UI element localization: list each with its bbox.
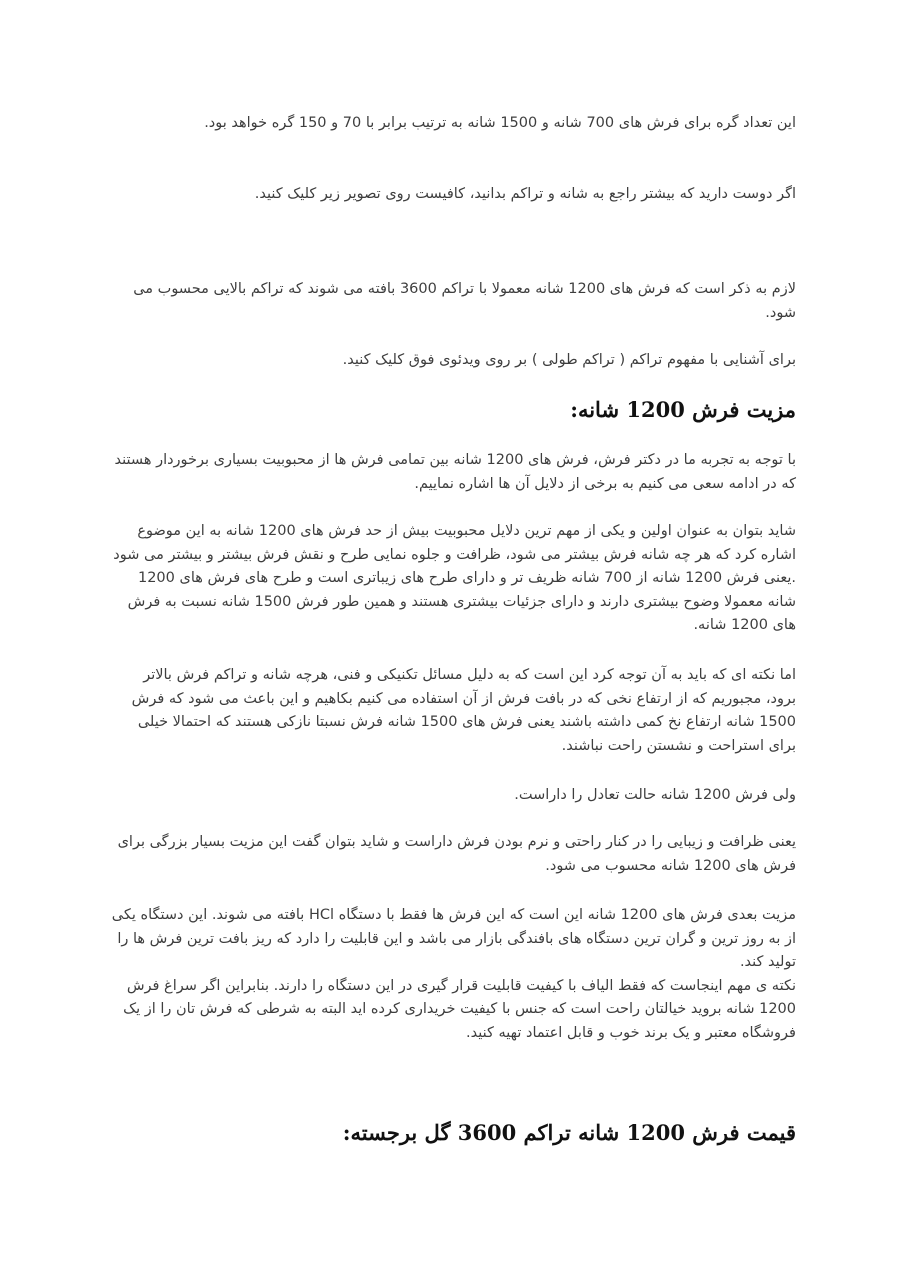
text-block-elegance — [110, 831, 796, 878]
text-block-balance — [110, 784, 796, 808]
paragraph-balance: ولی فرش 1200 شانه حالت تعادل را داراست. — [514, 787, 796, 803]
heading-block-price — [110, 1118, 796, 1148]
text-block-popularity — [110, 449, 796, 496]
paragraph-learn-more: اگر دوست دارید که بیشتر راجع به شانه و تراکم بدانید، کافیست روی تصویر زیر کلیک کنید. — [254, 186, 796, 202]
text-block-learn-more — [110, 183, 796, 207]
paragraph-technical: اما نکته ای که باید به آن توجه کرد این است که به دلیل مسائل تکنیکی و فنی، هرچه شانه و تراکم فرش بالاتر برود، مجبوریم که از ارتفاع نخی که در بافت فرش از آن استفاده می کنیم بکاهیم و این باعث می شود که فرش 1500 شانه ارتفاع نخ کمی داشته باشند یعنی فرش های 1500 شانه فرش نسبتا نازکی هستند که احتمالا خیلی برای استراحت و نشستن راحت نباشند. — [131, 667, 796, 754]
paragraph-quality-fibers: نکته ی مهم اینجاست که فقط الیاف با کیفیت قابلیت قرار گیری در این دستگاه را دارند. بنابراین اگر سراغ فرش 1200 شانه بروید خیالتان راحت است که جنس با کیفیت خریداری کرده اید البته به شرطی که فرش تان را از یک فروشگاه معتبر و یک برند خوب و قابل اعتماد تهیه کنید. — [123, 977, 796, 1041]
section-heading-price: قیمت فرش 1200 شانه تراکم 3600 گل برجسته: — [342, 1120, 796, 1145]
text-block-reasons — [110, 520, 796, 638]
section-heading-advantage: مزیت فرش 1200 شانه: — [570, 397, 796, 422]
text-block-knots — [110, 112, 796, 136]
paragraph-video-link: برای آشنایی با مفهوم تراکم ( تراکم طولی ) بر روی ویدئوی فوق کلیک کنید. — [342, 352, 796, 368]
text-block-video — [110, 349, 796, 373]
paragraph-machine: مزیت بعدی فرش های 1200 شانه این است که این فرش ها فقط با دستگاه HCl بافته می شوند. این دستگاه یکی از به روز ترین و گران ترین دستگاه های بافندگی بازار می باشد و این قابلیت را دارد که ریز بافت ترین فرش ها را تولید کند. — [111, 907, 796, 970]
paragraph-density-note: لازم به ذکر است که فرش های 1200 شانه معمولا با تراکم 3600 بافته می شوند که تراکم بالایی محسوب می شود. — [133, 281, 796, 321]
paragraph-reasons: شاید بتوان به عنوان اولین و یکی از مهم ترین دلایل محبوبیت بیش از حد فرش های 1200 شانه به این موضوع اشاره کرد که هر چه شانه فرش بیشتر می شود، ظرافت و جلوه نمایی طرح و نقش فرش بیشتر و بیشتر می شود .یعنی فرش 1200 شانه از 700 شانه ظریف تر و دارای طرح های زیباتری است و طرح های فرش های 1200 شانه معمولا وضوح بیشتری دارند و دارای جزئیات بیشتری هستند و همین طور فرش 1500 شانه نسبت به فرش های 1200 شانه. — [113, 523, 796, 633]
paragraph-knot-count: این تعداد گره برای فرش های 700 شانه و 1500 شانه به ترتیب برابر با 70 و 150 گره خواهد بود. — [204, 115, 796, 131]
text-block-machine — [110, 904, 796, 1045]
paragraph-elegance: یعنی ظرافت و زیبایی را در کنار راحتی و نرم بودن فرش داراست و شاید بتوان گفت این مزیت بسیار بزرگی برای فرش های 1200 شانه محسوب می شود. — [117, 834, 796, 874]
heading-block-advantage — [110, 395, 796, 425]
text-block-technical — [110, 664, 796, 758]
text-block-density — [110, 278, 796, 325]
paragraph-popularity: با توجه به تجربه ما در دکتر فرش، فرش های 1200 شانه بین تمامی فرش ها از محبوبیت بسیاری برخوردار هستند که در ادامه سعی می کنیم به برخی از دلایل آن ها اشاره نماییم. — [114, 452, 796, 492]
